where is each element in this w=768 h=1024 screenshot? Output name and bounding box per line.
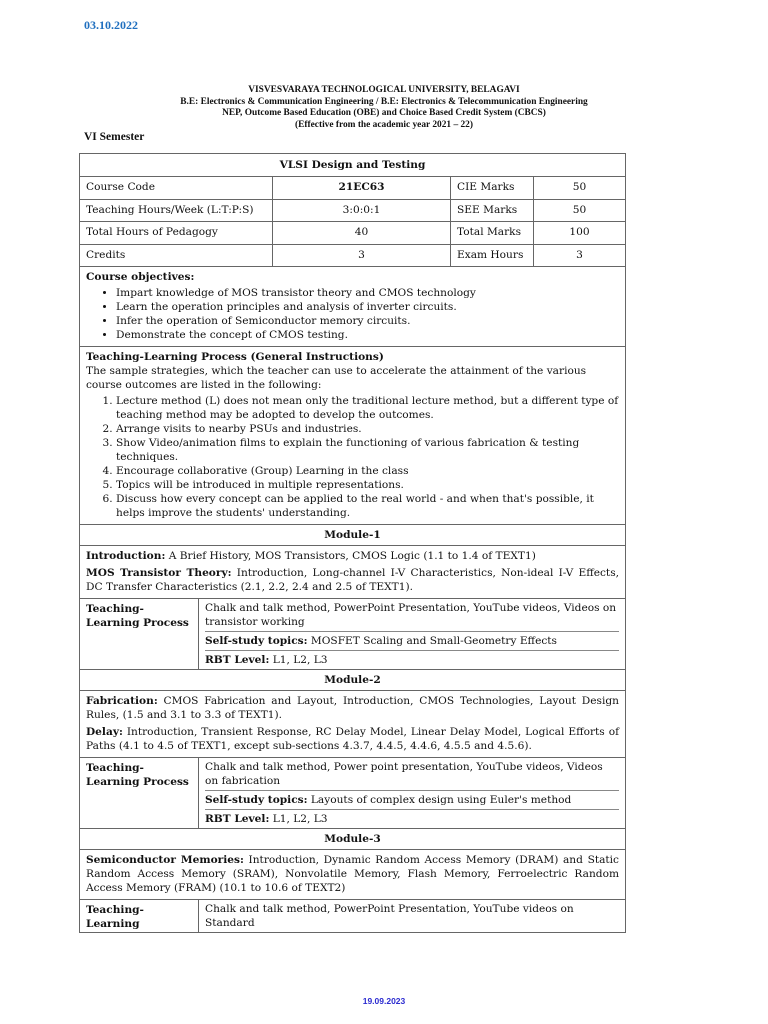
- rbt-level: [205, 650, 619, 669]
- syllabus-table: [79, 153, 626, 933]
- objectives-list: [86, 286, 619, 342]
- tlp-item: 1. Lecture method (L) does not mean only the traditional lecture method, but a different type of teaching method may be adopted to develop the outcomes.: [116, 394, 619, 422]
- semester-label: VI Semester: [84, 131, 145, 143]
- rbt-text: L1, L2, L3: [269, 813, 328, 826]
- details-row: [80, 176, 625, 199]
- detail-value: 3: [533, 245, 625, 267]
- module-tlp: [80, 899, 625, 932]
- details-row: [80, 244, 625, 267]
- detail-label: Exam Hours: [450, 245, 533, 267]
- rbt-text: L1, L2, L3: [269, 654, 328, 667]
- details-row: [80, 199, 625, 222]
- detail-value: 50: [533, 200, 625, 222]
- tlp-item: 4. Encourage collaborative (Group) Learning in the class: [116, 464, 619, 478]
- self-study-label: Self-study topics:: [205, 794, 308, 807]
- rbt-label: RBT Level:: [205, 813, 270, 826]
- tlp-item: 3. Show Video/animation films to explain the functioning of various fabrication & testing techniques.: [116, 436, 619, 464]
- objective-item: • Impart knowledge of MOS transistor theory and CMOS technology: [116, 286, 619, 300]
- footer-date: 19.09.2023: [362, 996, 406, 1006]
- module-content: [80, 545, 625, 598]
- detail-value: 3:0:0:1: [272, 200, 450, 222]
- detail-label: Course Code: [86, 181, 155, 193]
- tlp-label: Teaching-Learning: [80, 900, 199, 932]
- detail-label: Teaching Hours/Week (L:T:P:S): [86, 203, 254, 216]
- self-study: [205, 790, 619, 809]
- module-topic: [86, 549, 619, 563]
- topic-text: Introduction, Dynamic Random Access Memory (DRAM) and Static Random Access Memory (SRAM), Nonvolatile Memory, Flash Memory, Ferroelectric Random Access Memory (FRAM) (10.1 to 10.6 of TEXT2): [86, 854, 619, 895]
- topic-key: Introduction:: [86, 550, 166, 563]
- tlp-heading: Teaching-Learning Process (General Instructions): [86, 351, 384, 364]
- detail-value: 100: [533, 222, 625, 244]
- objective-item: • Demonstrate the concept of CMOS testing.: [116, 328, 619, 342]
- tlp-label: Teaching-Learning Process: [80, 599, 199, 669]
- tlp-method: Chalk and talk method, PowerPoint Presentation, YouTube videos on Standard: [205, 903, 574, 930]
- topic-key: Fabrication:: [86, 695, 158, 708]
- detail-value: 3: [272, 245, 450, 267]
- tlp-item: 2. Arrange visits to nearby PSUs and industries.: [116, 422, 619, 436]
- topic-text: Introduction, Long-channel I-V Characteristics, Non-ideal I-V Effects, DC Transfer Characteristics (2.1, 2.2, 2.4 and 2.5 of TEXT1).: [86, 567, 619, 594]
- detail-value: 40: [272, 222, 450, 244]
- self-study-label: Self-study topics:: [205, 635, 308, 648]
- objective-item: • Learn the operation principles and analysis of inverter circuits.: [116, 300, 619, 314]
- tlp-method: Chalk and talk method, Power point presentation, YouTube videos, Videos on fabrication: [205, 761, 603, 788]
- university-name: VISVESVARAYA TECHNOLOGICAL UNIVERSITY, BELAGAVI: [248, 85, 520, 95]
- tlp-values: [199, 599, 625, 669]
- course-objectives: [80, 266, 625, 346]
- tlp-method: Chalk and talk method, PowerPoint Presentation, YouTube videos, Videos on transistor working: [205, 602, 617, 629]
- topic-text: Introduction, Transient Response, RC Delay Model, Linear Delay Model, Logical Efforts of Paths (4.1 to 4.5 of TEXT1, except sub-sections 4.3.7, 4.4.5, 4.4.6, 4.5.5 and 4.5.6).: [86, 726, 619, 753]
- detail-label: Credits: [86, 248, 126, 261]
- module-topic: [86, 566, 619, 594]
- topic-text: A Brief History, MOS Transistors, CMOS Logic (1.1 to 1.4 of TEXT1): [165, 550, 536, 563]
- module-tlp: [80, 598, 625, 669]
- tlp-item: 5. Topics will be introduced in multiple representations.: [116, 478, 619, 492]
- module-topic: [86, 725, 619, 753]
- course-title: VLSI Design and Testing: [279, 159, 426, 171]
- module-title: Module-1: [80, 524, 625, 545]
- detail-label: CIE Marks: [450, 177, 533, 199]
- topic-text: CMOS Fabrication and Layout, Introduction, CMOS Technologies, Layout Design Rules, (1.5 and 3.1 to 3.3 of TEXT1).: [86, 695, 619, 722]
- tlp-label: Teaching-Learning Process: [80, 758, 199, 828]
- rbt-level: [205, 809, 619, 828]
- self-study-text: Layouts of complex design using Euler's method: [307, 794, 572, 807]
- detail-label: Total Hours of Pedagogy: [86, 226, 218, 239]
- effective-line: (Effective from the academic year 2021 – 22): [295, 119, 473, 130]
- teaching-learning-process: [80, 346, 625, 524]
- module-topic: [86, 694, 619, 722]
- self-study: [205, 631, 619, 650]
- module-tlp: [80, 757, 625, 828]
- detail-value: 21EC63: [272, 177, 450, 199]
- topic-key: MOS Transistor Theory:: [86, 567, 232, 580]
- programme-line: B.E: Electronics & Communication Engineering / B.E: Electronics & Telecommunication Engineering: [180, 96, 588, 107]
- detail-value: 50: [533, 177, 625, 199]
- rbt-label: RBT Level:: [205, 654, 270, 667]
- scheme-line: NEP, Outcome Based Education (OBE) and Choice Based Credit System (CBCS): [222, 108, 546, 118]
- module-topic: [86, 853, 619, 895]
- tlp-values: [199, 900, 625, 932]
- tlp-item: 6. Discuss how every concept can be applied to the real world - and when that's possible, it helps improve the students' understanding.: [116, 492, 619, 520]
- module-content: [80, 849, 625, 899]
- tlp-list: [86, 394, 619, 520]
- topic-key: Delay:: [86, 726, 123, 739]
- module-title: Module-3: [80, 828, 625, 849]
- details-row: [80, 221, 625, 244]
- header-date: 03.10.2022: [84, 18, 138, 32]
- university-header: [0, 85, 768, 131]
- topic-key: Semiconductor Memories:: [86, 854, 244, 867]
- tlp-values: [199, 758, 625, 828]
- tlp-intro: The sample strategies, which the teacher can use to accelerate the attainment of the various course outcomes are listed in the following:: [86, 365, 587, 392]
- detail-label: SEE Marks: [450, 200, 533, 222]
- self-study-text: MOSFET Scaling and Small-Geometry Effects: [307, 635, 557, 648]
- module-title: Module-2: [80, 669, 625, 690]
- objective-item: • Infer the operation of Semiconductor memory circuits.: [116, 314, 619, 328]
- module-content: [80, 690, 625, 757]
- detail-label: Total Marks: [450, 222, 533, 244]
- objectives-heading: Course objectives:: [86, 271, 195, 284]
